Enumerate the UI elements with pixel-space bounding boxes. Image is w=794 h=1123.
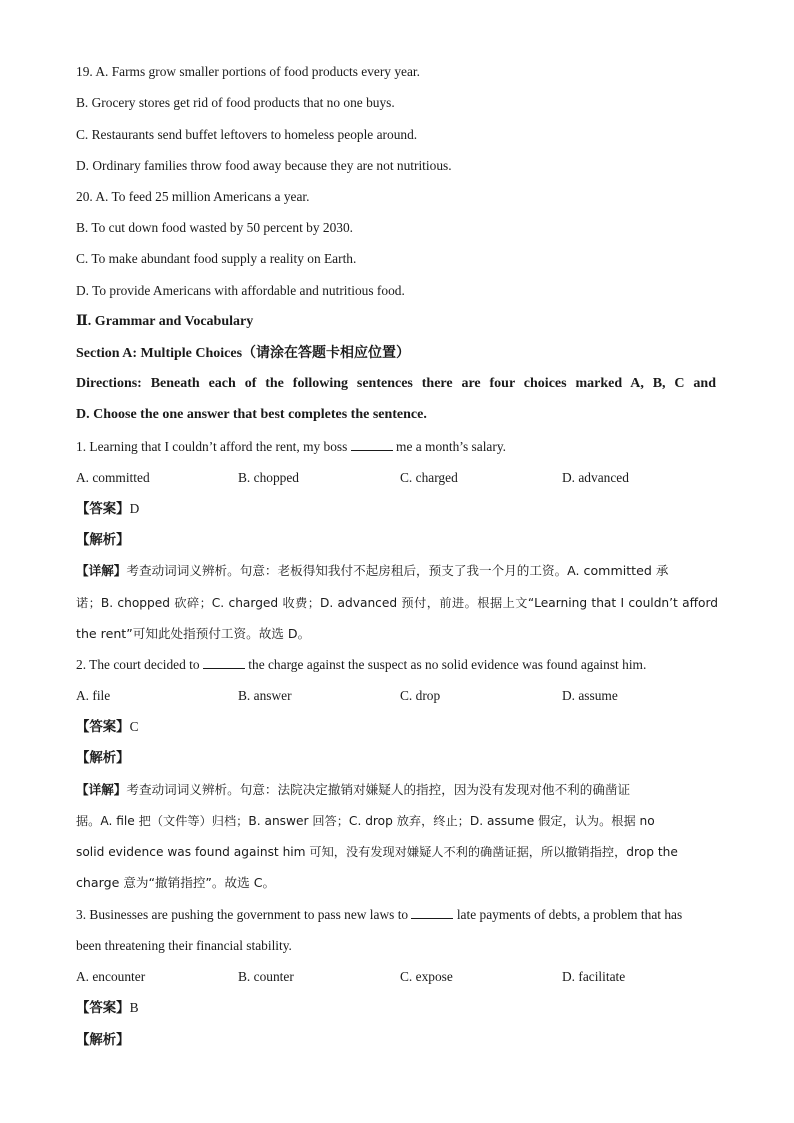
q2-stem xyxy=(76,656,646,674)
q1-option-b: B. chopped xyxy=(238,470,299,485)
q2-option-d: D. assume xyxy=(562,688,618,703)
q2-detail-line-2: 据。A. file 把（文件等）归档；B. answer 回答；C. drop 放弃，终止；D. assume 假定，认为。根据 no xyxy=(76,814,655,828)
section-subheading xyxy=(76,344,410,363)
q3-stem-after: late payments of debts, a problem that has xyxy=(453,907,683,922)
q3-stem-line-2: been threatening their financial stability. xyxy=(76,938,292,953)
q1-answer xyxy=(76,500,139,519)
q3-option-b: B. counter xyxy=(238,969,294,984)
detail-label: 【详解】 xyxy=(76,782,127,797)
q1-stem xyxy=(76,438,506,456)
q2-detail-line-3: solid evidence was found against him 可知，没有发现对嫌疑人不利的确凿证据，所以撤销指控，drop the xyxy=(76,845,678,859)
q19-option-d: D. Ordinary families throw food away because they are not nutritious. xyxy=(76,158,452,173)
subheading-cn: （请涂在答题卡相应位置） xyxy=(242,345,411,361)
answer-label: 【答案】 xyxy=(76,720,130,735)
q1-option-a: A. committed xyxy=(76,470,150,485)
detail-label: 【详解】 xyxy=(76,563,127,578)
q2-option-a: A. file xyxy=(76,688,111,703)
q20-option-d: D. To provide Americans with affordable and nutritious food. xyxy=(76,283,405,298)
q1-answer-value: D xyxy=(129,501,140,516)
q3-analysis-label xyxy=(76,1031,130,1050)
analysis-label: 【解析】 xyxy=(76,751,130,766)
q1-detail-line-3: the rent”可知此处指预付工资。故选 D。 xyxy=(76,626,311,641)
q3-option-c: C. expose xyxy=(400,969,453,984)
section-heading: Ⅱ. Grammar and Vocabulary xyxy=(76,314,254,329)
q2-option-b: B. answer xyxy=(238,688,292,703)
q3-stem-before: 3. Businesses are pushing the government to pass new laws to xyxy=(76,907,409,922)
q19-option-b: B. Grocery stores get rid of food products that no one buys. xyxy=(76,95,395,110)
q2-blank xyxy=(203,656,245,669)
q2-option-c: C. drop xyxy=(400,688,441,703)
answer-label: 【答案】 xyxy=(76,1001,130,1016)
q20-option-a: 20. A. To feed 25 million Americans a year. xyxy=(76,189,310,204)
subheading-en: Section A: Multiple Choices xyxy=(76,346,243,361)
q2-stem-before: 2. The court decided to xyxy=(76,657,200,672)
q19-option-a: 19. A. Farms grow smaller portions of food products every year. xyxy=(76,64,420,79)
q1-analysis-label xyxy=(76,531,130,550)
q2-analysis-label xyxy=(76,749,130,768)
q3-blank xyxy=(411,906,453,919)
q2-detail-text-1: 考查动词词义辨析。句意：法院决定撤销对嫌疑人的指控，因为没有发现对他不利的确凿证 xyxy=(126,782,631,797)
answer-label: 【答案】 xyxy=(76,502,130,517)
q3-answer xyxy=(76,999,139,1018)
q1-detail-line-1 xyxy=(76,562,668,580)
q1-blank xyxy=(351,438,393,451)
directions-line-2: D. Choose the one answer that best completes the sentence. xyxy=(76,407,427,422)
q1-stem-before: 1. Learning that I couldn’t afford the rent, my boss xyxy=(76,439,348,454)
q2-answer-value: C xyxy=(129,719,139,734)
directions-line-1: Directions: Beneath each of the following sentences there are four choices marked A, B, C and xyxy=(76,376,716,391)
q3-stem xyxy=(76,906,682,924)
q2-answer xyxy=(76,718,139,737)
q2-detail-line-4: charge 意为“撤销指控”。故选 C。 xyxy=(76,875,276,890)
q1-stem-after: me a month’s salary. xyxy=(392,439,506,454)
q2-detail-line-1 xyxy=(76,781,630,799)
q1-option-c: C. charged xyxy=(400,470,458,485)
q20-option-c: C. To make abundant food supply a reality on Earth. xyxy=(76,251,357,266)
analysis-label: 【解析】 xyxy=(76,1033,130,1048)
q2-stem-after: the charge against the suspect as no solid evidence was found against him. xyxy=(244,657,647,672)
q1-option-d: D. advanced xyxy=(562,470,629,485)
q3-option-a: A. encounter xyxy=(76,969,146,984)
q19-option-c: C. Restaurants send buffet leftovers to homeless people around. xyxy=(76,127,418,142)
q3-option-d: D. facilitate xyxy=(562,969,626,984)
analysis-label: 【解析】 xyxy=(76,533,130,548)
q20-option-b: B. To cut down food wasted by 50 percent by 2030. xyxy=(76,220,353,235)
q1-detail-line-2: 诺；B. chopped 砍碎；C. charged 收费；D. advanced 预付，前进。根据上文“Learning that I couldn’t afford xyxy=(76,596,718,610)
q1-detail-text-1: 考查动词词义辨析。句意：老板得知我付不起房租后，预支了我一个月的工资。A. committed 承 xyxy=(126,563,669,578)
q3-answer-value: B xyxy=(129,1000,139,1015)
